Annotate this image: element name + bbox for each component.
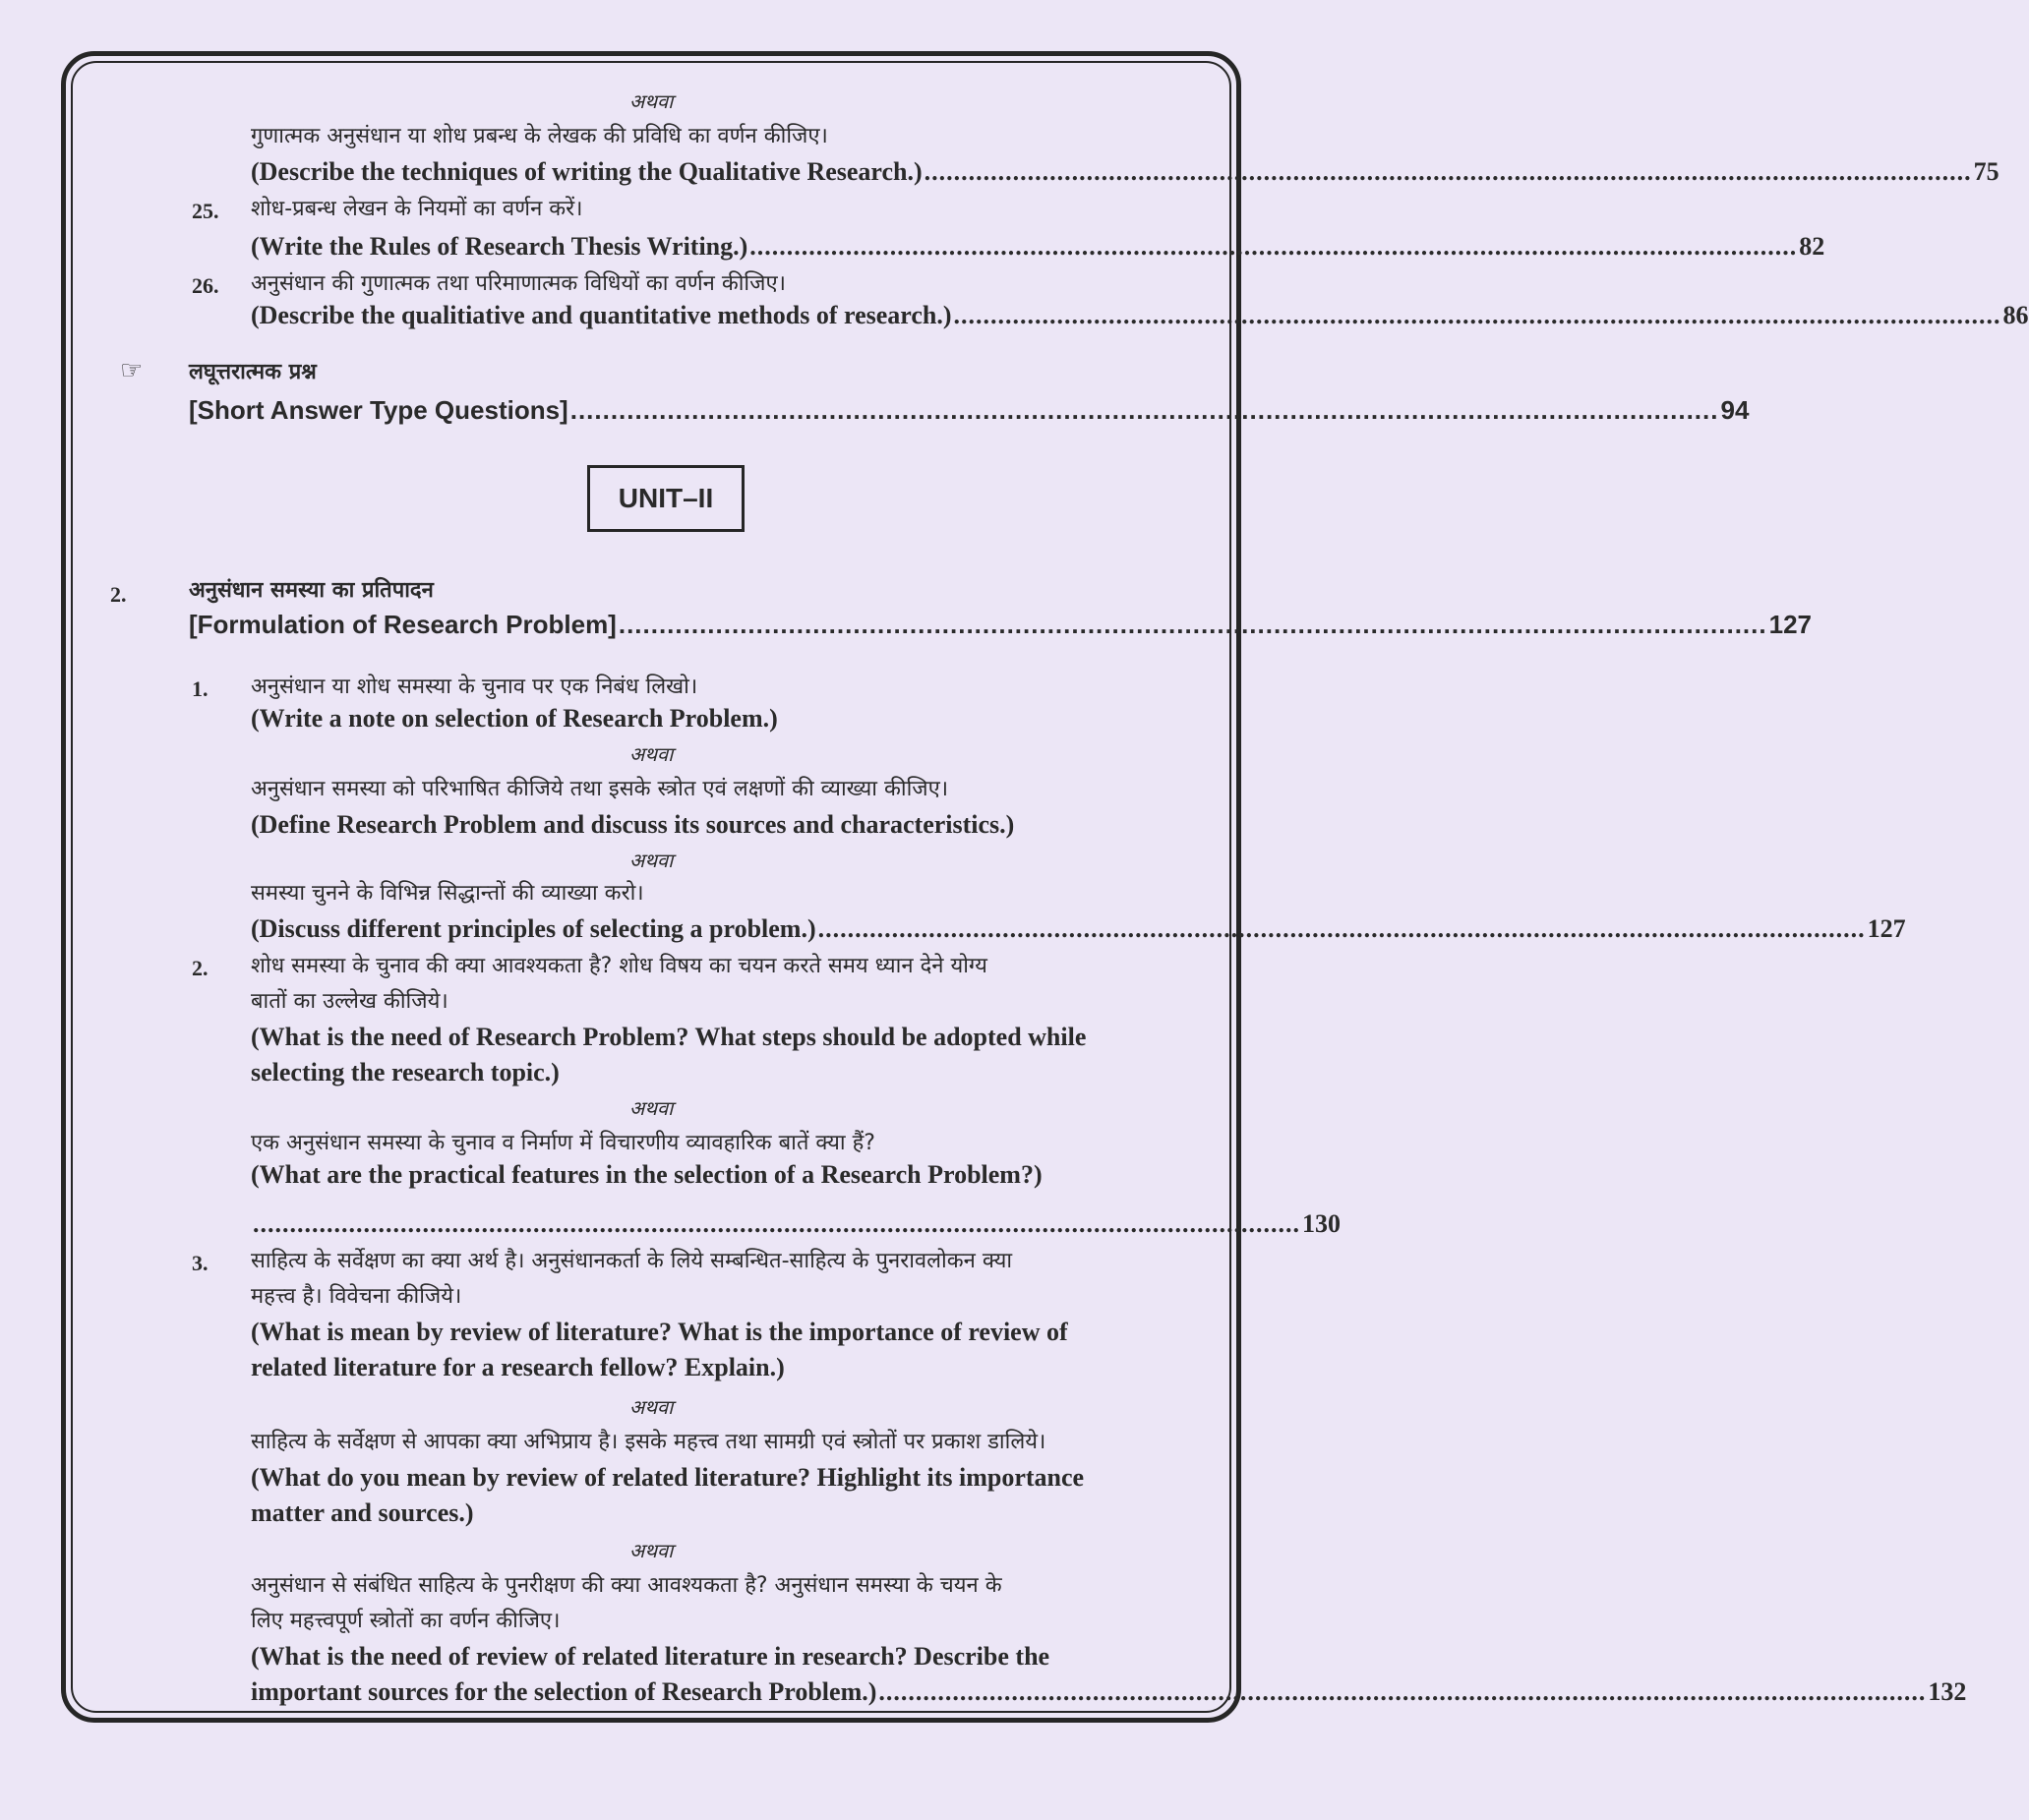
chapter-number: 2.: [110, 582, 127, 607]
leader-dots: ..............................................................................................................................................: [749, 232, 1798, 261]
leader-dots: ..............................................................................................................................................: [924, 157, 1972, 186]
question-english: (Write the Rules of Research Thesis Writing.): [251, 232, 748, 261]
chapter-heading-hindi: अनुसंधान समस्या का प्रतिपादन: [189, 578, 434, 603]
question-english: important sources for the selection of Research Problem.): [251, 1677, 877, 1706]
question-hindi: एक अनुसंधान समस्या के चुनाव व निर्माण में विचारणीय व्यावहारिक बातें क्या हैं?: [251, 1131, 875, 1155]
toc-entry[interactable]: [251, 232, 1825, 262]
toc-entry[interactable]: [251, 1677, 1967, 1707]
question-english: (Describe the qualitiative and quantitative methods of research.): [251, 301, 952, 329]
question-english: (What is the need of review of related literature in research? Describe the: [251, 1642, 1050, 1671]
section-heading-english: [Short Answer Type Questions]: [189, 395, 568, 425]
question-number: 1.: [192, 676, 209, 701]
question-number: 25.: [192, 199, 219, 223]
athva-divider: अथवा: [629, 89, 674, 113]
leader-dots: ..............................................................................................................................................: [953, 301, 2001, 329]
page-number: 127: [1768, 610, 1812, 639]
pointing-hand-icon: ☞: [120, 356, 144, 385]
leader-dots: ..............................................................................................................................................: [569, 395, 1719, 425]
page-number: 127: [1867, 914, 1906, 943]
athva-divider: अथवा: [629, 1096, 674, 1120]
question-english: (What is mean by review of literature? What is the importance of review of: [251, 1318, 1068, 1346]
toc-entry[interactable]: [251, 1209, 1341, 1239]
question-english: (What are the practical features in the selection of a Research Problem?): [251, 1160, 1043, 1189]
athva-divider: अथवा: [629, 1395, 674, 1419]
question-hindi: शोध-प्रबन्ध लेखन के नियमों का वर्णन करें।: [251, 197, 583, 221]
question-hindi: शोध समस्या के चुनाव की क्या आवश्यकता है? शोध विषय का चयन करते समय ध्यान देने योग्य: [251, 954, 987, 978]
athva-divider: अथवा: [629, 742, 674, 766]
page-number: 86: [2002, 301, 2029, 329]
question-hindi: गुणात्मक अनुसंधान या शोध प्रबन्ध के लेखक की प्रविधि का वर्णन कीजिए।: [251, 124, 828, 148]
question-english: (Define Research Problem and discuss its sources and characteristics.): [251, 810, 1015, 839]
question-english: (Discuss different principles of selecting a problem.): [251, 914, 816, 943]
unit-heading: [587, 465, 745, 532]
question-hindi: अनुसंधान से संबंधित साहित्य के पुनरीक्षण की क्या आवश्यकता है? अनुसंधान समस्या के चयन के: [251, 1573, 1002, 1598]
page-number: 132: [1928, 1677, 1967, 1706]
question-hindi: लिए महत्त्वपूर्ण स्त्रोतों का वर्णन कीजिए।: [251, 1609, 561, 1633]
question-number: 2.: [192, 956, 209, 980]
athva-divider: अथवा: [629, 849, 674, 872]
page-number: 94: [1720, 395, 1750, 425]
question-english: (Write a note on selection of Research Problem.): [251, 704, 778, 733]
athva-divider: अथवा: [629, 1539, 674, 1562]
question-hindi: अनुसंधान की गुणात्मक तथा परिमाणात्मक विधियों का वर्णन कीजिए।: [251, 271, 786, 296]
question-hindi: अनुसंधान समस्या को परिभाषित कीजिये तथा इसके स्त्रोत एवं लक्षणों की व्याख्या कीजिए।: [251, 777, 949, 801]
chapter-heading-english: [Formulation of Research Problem]: [189, 610, 617, 639]
question-hindi: समस्या चुनने के विभिन्न सिद्धान्तों की व्याख्या करो।: [251, 881, 644, 906]
toc-entry[interactable]: [251, 301, 2029, 330]
question-english: matter and sources.): [251, 1498, 474, 1527]
question-hindi: साहित्य के सर्वेक्षण का क्या अर्थ है। अनुसंधानकर्ता के लिये सम्बन्धित-साहित्य के पुनरावलोकन क्या: [251, 1249, 1013, 1273]
toc-entry-short-answer[interactable]: [189, 395, 1750, 425]
question-hindi: साहित्य के सर्वेक्षण से आपका क्या अभिप्राय है। इसके महत्त्व तथा सामग्री एवं स्त्रोतों पर प्रकाश डालिये।: [251, 1430, 1046, 1454]
toc-entry-chapter[interactable]: [189, 610, 1812, 639]
toc-entry[interactable]: [251, 157, 1999, 187]
leader-dots: ..............................................................................................................................................: [817, 914, 1866, 943]
question-english: (Describe the techniques of writing the Qualitative Research.): [251, 157, 923, 186]
question-english: (What do you mean by review of related literature? Highlight its importance: [251, 1463, 1085, 1492]
unit-label: UNIT–II: [618, 483, 714, 513]
question-hindi: अनुसंधान या शोध समस्या के चुनाव पर एक निबंध लिखो।: [251, 675, 698, 699]
page-number: 82: [1799, 232, 1825, 261]
leader-dots: ..............................................................................................................................................: [253, 1209, 1300, 1238]
section-heading-hindi: लघूत्तरात्मक प्रश्न: [189, 360, 317, 384]
toc-entry[interactable]: [251, 914, 1906, 944]
question-english: selecting the research topic.): [251, 1058, 560, 1086]
page-number: 130: [1302, 1209, 1341, 1238]
question-number: 26.: [192, 273, 219, 298]
question-number: 3.: [192, 1251, 209, 1275]
page-number: 75: [1973, 157, 1999, 186]
question-hindi: बातों का उल्लेख कीजिये।: [251, 989, 448, 1014]
question-hindi: महत्त्व है। विवेचना कीजिये।: [251, 1284, 462, 1309]
question-english: related literature for a research fellow? Explain.): [251, 1353, 785, 1381]
question-english: (What is the need of Research Problem? What steps should be adopted while: [251, 1023, 1087, 1051]
leader-dots: ..............................................................................................................................................: [618, 610, 1767, 639]
leader-dots: ..............................................................................................................................................: [878, 1677, 1927, 1706]
